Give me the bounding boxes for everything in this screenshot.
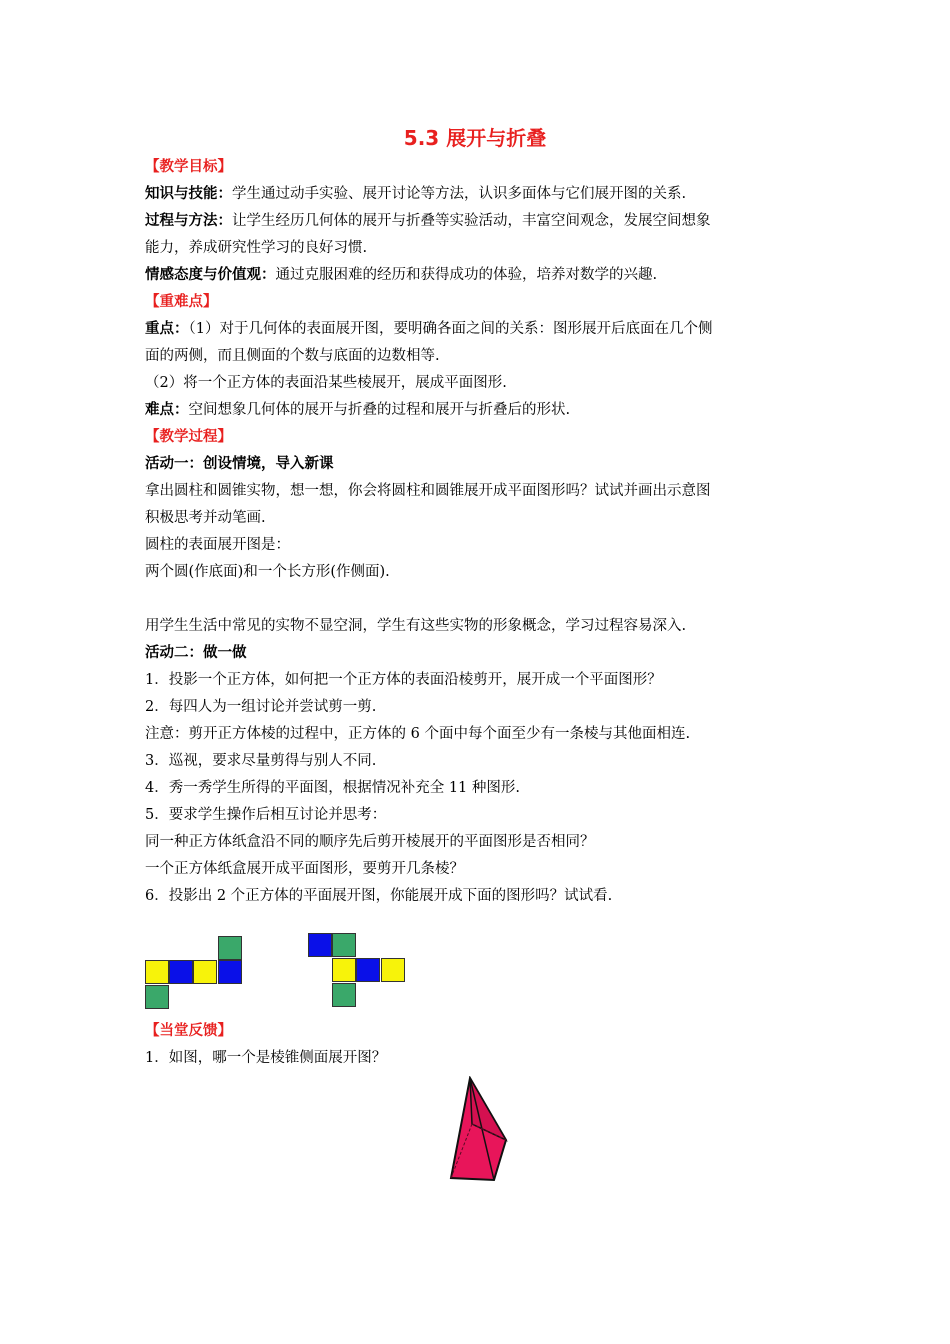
goals-heading: 【教学目标】 [145,159,232,175]
activity-1-p1: 拿出圆柱和圆锥实物，想一想，你会将圆柱和圆锥展开成平面图形吗？试试并画出示意图 [145,483,711,499]
activity-2-item-1: 1．投影一个正方体，如何把一个正方体的表面沿棱剪开，展开成一个平面图形？ [145,672,662,688]
goal-process-text: 让学生经历几何体的展开与折叠等实验活动，丰富空间观念，发展空间想象 [232,213,711,229]
activity-2-question-1: 同一种正方体纸盒沿不同的顺序先后剪开棱展开的平面图形是否相同？ [145,834,595,850]
key-text: （1）对于几何体的表面展开图，要明确各面之间的关系：图形展开后底面在几个侧 [188,321,713,337]
goal-process-cont: 能力，养成研究性学习的良好习惯. [145,240,368,256]
page-title: 5.3 展开与折叠 [403,126,547,150]
net-face [381,958,405,982]
activity-2-item-3: 3．巡视，要求尽量剪得与别人不同. [145,753,377,769]
key-point-cont: 面的两侧，而且侧面的个数与底面的边数相等. [145,348,440,364]
net-face [356,958,380,982]
difficulty-text: 空间想象几何体的展开与折叠的过程和展开与折叠后的形状. [188,402,571,418]
feedback-item-1: 1．如图，哪一个是棱锥侧面展开图？ [145,1050,387,1066]
net-face [218,936,242,960]
net-face [332,958,356,982]
activity-1-title: 活动一：创设情境，导入新课 [145,456,334,472]
net-face [193,960,217,984]
net-face [145,985,169,1009]
activity-2-question-2: 一个正方体纸盒展开成平面图形，要剪开几条棱？ [145,861,464,877]
net-face [332,983,356,1007]
activity-2-item-2: 2．每四人为一组讨论并尝试剪一剪. [145,699,377,715]
key-label: 重点： [145,321,189,337]
activity-2-item-6: 6．投影出 2 个正方体的平面展开图，你能展开成下面的图形吗？试试看. [145,888,613,904]
goal-attitude-label: 情感态度与价值观： [145,267,276,283]
pyramid-figure [448,1076,508,1182]
goal-attitude-text: 通过克服困难的经历和获得成功的体验，培养对数学的兴趣. [275,267,658,283]
net-face [218,960,242,984]
key-point-2: （2）将一个正方体的表面沿某些棱展开，展成平面图形. [145,375,507,391]
goal-attitude [145,265,815,285]
net-face [308,933,332,957]
activity-1-p4: 两个圆(作底面)和一个长方形(作侧面). [145,564,390,580]
difficulty-label: 难点： [145,402,189,418]
activity-2-title: 活动二：做一做 [145,645,247,661]
feedback-heading: 【当堂反馈】 [145,1023,232,1039]
activity-1-p2: 积极思考并动笔画. [145,510,266,526]
net-face [169,960,193,984]
key-point [145,319,815,339]
net-face [145,960,169,984]
process-heading: 【教学过程】 [145,429,232,445]
activity-1-p3: 圆柱的表面展开图是： [145,537,290,553]
goal-knowledge [145,184,815,204]
difficulty [145,400,815,420]
goal-process [145,211,815,231]
goal-knowledge-label: 知识与技能： [145,186,232,202]
goal-process-label: 过程与方法： [145,213,232,229]
activity-2-note: 注意：剪开正方体棱的过程中，正方体的 6 个面中每个面至少有一条棱与其他面相连. [145,726,691,742]
activity-2-item-5: 5．要求学生操作后相互讨论并思考： [145,807,387,823]
activity-2-item-4: 4．秀一秀学生所得的平面图，根据情况补充全 11 种图形. [145,780,521,796]
goal-knowledge-text: 学生通过动手实验、展开讨论等方法，认识多面体与它们展开图的关系. [232,186,687,202]
activity-1-p5: 用学生生活中常见的实物不显空洞，学生有这些实物的形象概念，学习过程容易深入. [145,618,687,634]
net-face [332,933,356,957]
key-heading: 【重难点】 [145,294,218,310]
